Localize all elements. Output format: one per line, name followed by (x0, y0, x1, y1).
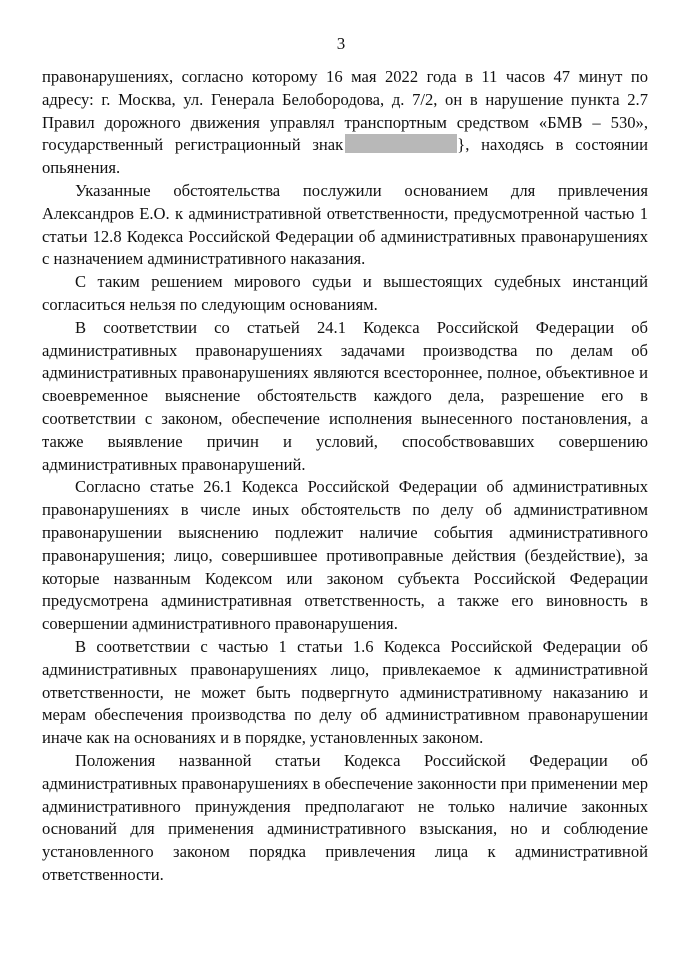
paragraph-text: }, находясь в состоянии опьянения. (42, 135, 649, 178)
paragraph-legality-provisions: Положения названной статьи Кодекса Российской Федерации об административных правонарушениях в обеспечение законности при применении мер административного принуждения предполагают не только наличие законных оснований для применения административного взыскания, но и соблюдение установленного законом порядка привлечения лица к административной ответственности. (42, 750, 648, 884)
paragraph-disagreement: С таким решением мирового судьи и вышестоящих судебных инстанций согласиться нельзя по следующим основаниям. (42, 272, 648, 314)
paragraph-article-26-1: Согласно статье 26.1 Кодекса Российской Федерации об административных правонарушениях в числе иных обстоятельств по делу об административном правонарушении выяснению подлежит наличие события административного правонарушения; лицо, совершившее противоправные действия (бездействие), за которые названным Кодексом или законом субъекта Российской Федерации предусмотрена административная ответственность, а также его виновность в совершении административного правонарушения. (42, 477, 648, 634)
paragraph-offense-details (42, 66, 648, 180)
page-number: 3 (336, 34, 346, 53)
paragraph-text: правонарушениях, согласно которому 16 мая 2022 года в 11 часов 47 минут по адресу: г. Москва, ул. Генерала Белобородова, д. 7/2, он в нарушение пункта 2.7 Правил дорожного движения управлял транспортным средством «БМВ – 530», государственный регистрационный знак (42, 67, 648, 155)
document-body (42, 66, 648, 887)
paragraph-article-1-6: В соответствии с частью 1 статьи 1.6 Кодекса Российской Федерации об административных правонарушениях лицо, привлекаемое к административной ответственности, не может быть подвергнуто административному наказанию и мерам обеспечения производства по делу об административном правонарушении иначе как на основаниях и в порядке, установленных законом. (42, 636, 648, 748)
paragraph-grounds-for-liability: Указанные обстоятельства послужили основанием для привлечения Александров Е.О. к административной ответственности, предусмотренной частью 1 статьи 12.8 Кодекса Российской Федерации об административных правонарушениях с назначением административного наказания. (42, 180, 648, 269)
paragraph-article-24-1: В соответствии со статьей 24.1 Кодекса Российской Федерации об административных правонарушениях задачами производства по делам об административных правонарушениях являются всестороннее, полное, объективное и своевременное выяснение обстоятельств каждого дела, разрешение его в соответствии с законом, обеспечение исполнения вынесенного постановления, а также выявление причин и условий, способствовавших совершению административных правонарушений. (42, 317, 648, 474)
redacted-license-plate (345, 134, 457, 153)
